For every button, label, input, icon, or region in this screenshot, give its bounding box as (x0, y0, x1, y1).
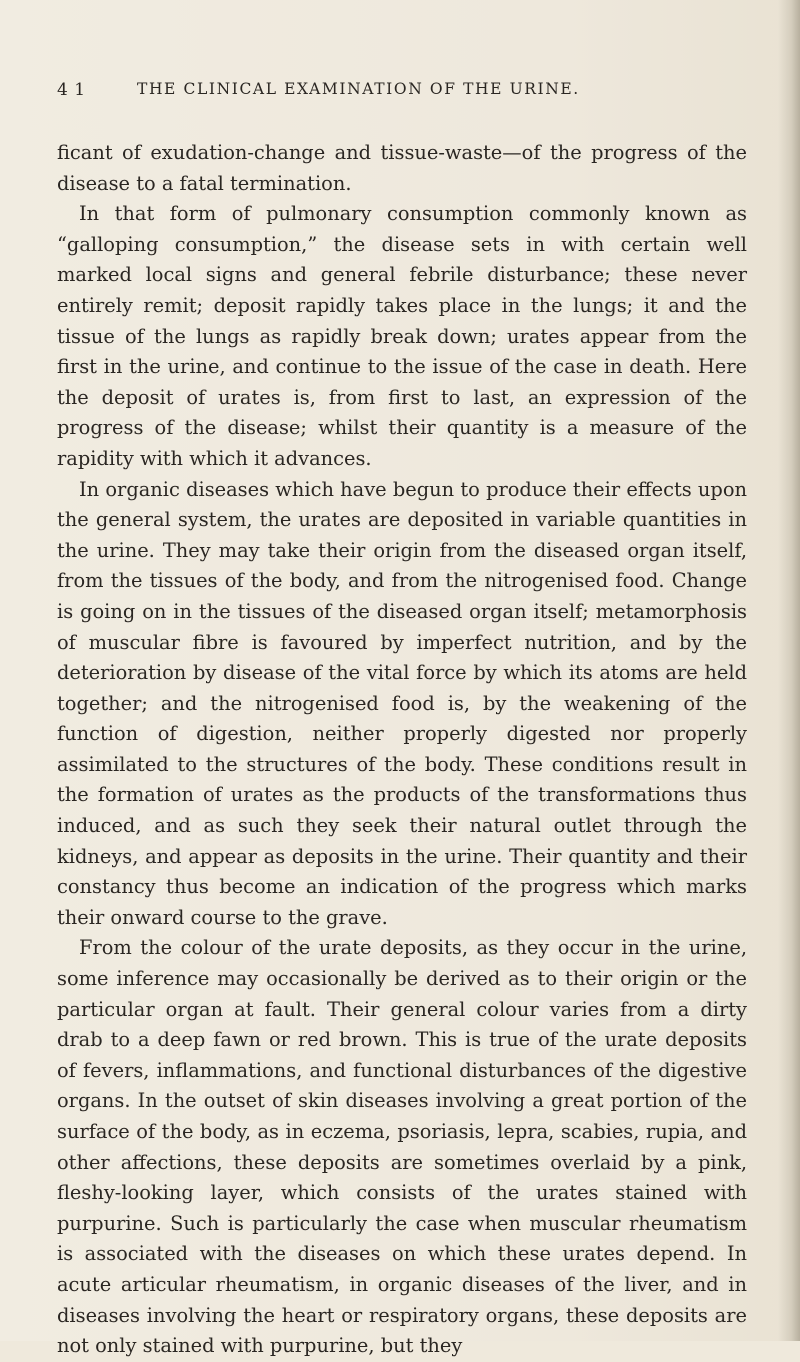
page-edge-shadow (778, 0, 800, 1341)
paragraph-organic-diseases: In organic diseases which have begun to produce their effects upon the general system, the urates are deposited in variable quantities in the urine. They may take their origin from the diseased organ itself, from the tissues of the body, and from the nitrogenised food. Change is going on in the tissues of the diseased organ itself; metamorphosis of muscular fibre is favoured by imperfect nutrition, and by the deterioration by disease of the vital force by which its atoms are held together; and the nitrogenised food is, by the weakening of the function of digestion, neither properly digested nor properly assimilated to the structures of the body. These conditions result in the formation of urates as the products of the transformations thus induced, and as such they seek their natural outlet through the kidneys, and appear as deposits in the urine. Their quantity and their constancy thus become an indication of the progress which marks their onward course to the grave. (57, 477, 747, 929)
page-number: 4 1 (57, 80, 86, 100)
running-title: THE CLINICAL EXAMINATION OF THE URINE. (137, 80, 580, 98)
paragraph-galloping-consumption: In that form of pulmonary consumption commonly known as “galloping consumption,” the disease sets in with certain well marked local signs and general febrile disturbance; these never entirely remit; deposit rapidly takes place in the lungs; it and the tissue of the lungs as rapidly break down; urates appear from the first in the urine, and continue to the issue of the case in death. Here the deposit of urates is, from first to last, an expression of the progress of the disease; whilst their quantity is a measure of the rapidity with which it advances. (57, 202, 747, 470)
running-head (57, 80, 747, 104)
paragraph-continuation: ficant of exudation-change and tissue-waste—of the progress of the disease to a fatal termination. (57, 141, 747, 195)
paragraph-urate-colour: From the colour of the urate deposits, as they occur in the urine, some inference may occasionally be derived as to their origin or the particular organ at fault. Their general colour varies from a dirty drab to a deep fawn or red brown. This is true of the urate deposits of fevers, inflammations, and functional disturbances of the digestive organs. In the outset of skin diseases involving a great portion of the surface of the body, as in eczema, psoriasis, lepra, scabies, rupia, and other affections, these deposits are sometimes overlaid by a pink, fleshy-looking layer, which consists of the urates stained with purpurine. Such is particularly the case when muscular rheumatism is associated with the diseases on which these urates depend. In acute articular rheumatism, in organic diseases of the liver, and in diseases involving the heart or respiratory organs, these deposits are not only stained with purpurine, but they (57, 936, 747, 1358)
body-text (57, 138, 747, 1362)
